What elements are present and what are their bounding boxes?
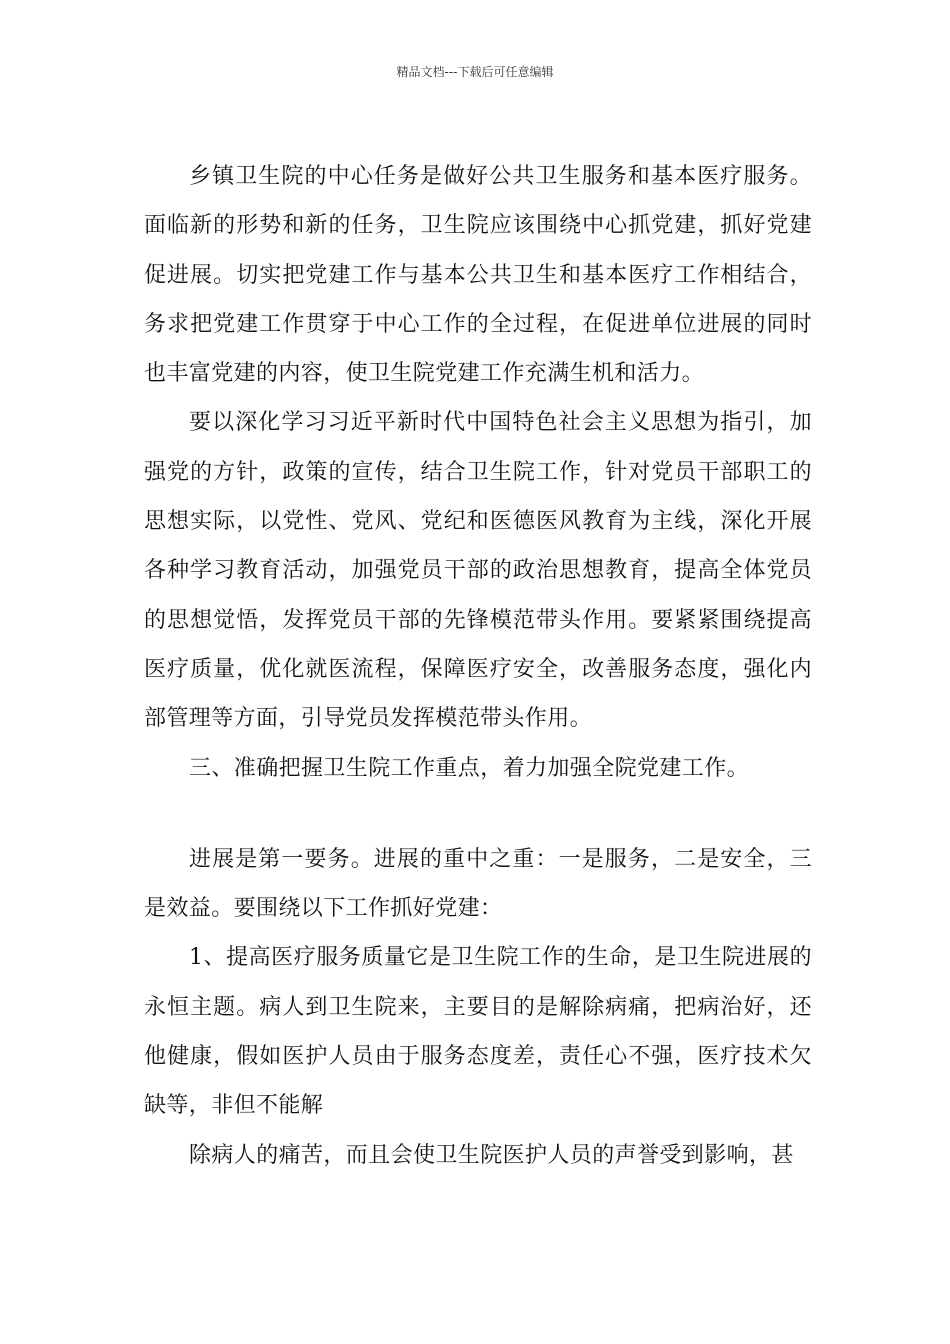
section-heading-3: 三、准确把握卫生院工作重点，着力加强全院党建工作。 <box>189 755 750 781</box>
page-header: 精品文档---下载后可任意编辑 <box>396 65 554 79</box>
paragraph-5: 1、提高医疗服务质量它是卫生院工作的生命，是卫生院进展的永恒主题。病人到卫生院来，主要目的是解除病痛，把病治好，还他健康，假如医护人员由于服务态度差，责任心不强，医疗技术欠缺等，非但不能解 <box>144 945 812 1119</box>
paragraph-2: 要以深化学习习近平新时代中国特色社会主义思想为指引，加强党的方针，政策的宣传，结合卫生院工作，针对党员干部职工的思想实际，以党性、党风、党纪和医德医风教育为主线，深化开展各种学习教育活动，加强党员干部的政治思想教育，提高全体党员的思想觉悟，发挥党员干部的先锋模范带头作用。要紧紧围绕提高医疗质量，优化就医流程，保障医疗安全，改善服务态度，强化内部管理等方面，引导党员发挥模范带头作用。 <box>144 410 812 732</box>
document-body <box>144 152 812 1180</box>
paragraph-6: 除病人的痛苦，而且会使卫生院医护人员的声誉受到影响，甚 <box>189 1142 794 1168</box>
paragraph-gap <box>144 793 812 835</box>
paragraph-1: 乡镇卫生院的中心任务是做好公共卫生服务和基本医疗服务。面临新的形势和新的任务，卫生院应该围绕中心抓党建，抓好党建促进展。切实把党建工作与基本公共卫生和基本医疗工作相结合，务求把党建工作贯穿于中心工作的全过程，在促进单位进展的同时也丰富党建的内容，使卫生院党建工作充满生机和活力。 <box>144 164 812 387</box>
paragraph-4: 进展是第一要务。进展的重中之重：一是服务，二是安全，三是效益。要围绕以下工作抓好党建： <box>144 846 812 922</box>
